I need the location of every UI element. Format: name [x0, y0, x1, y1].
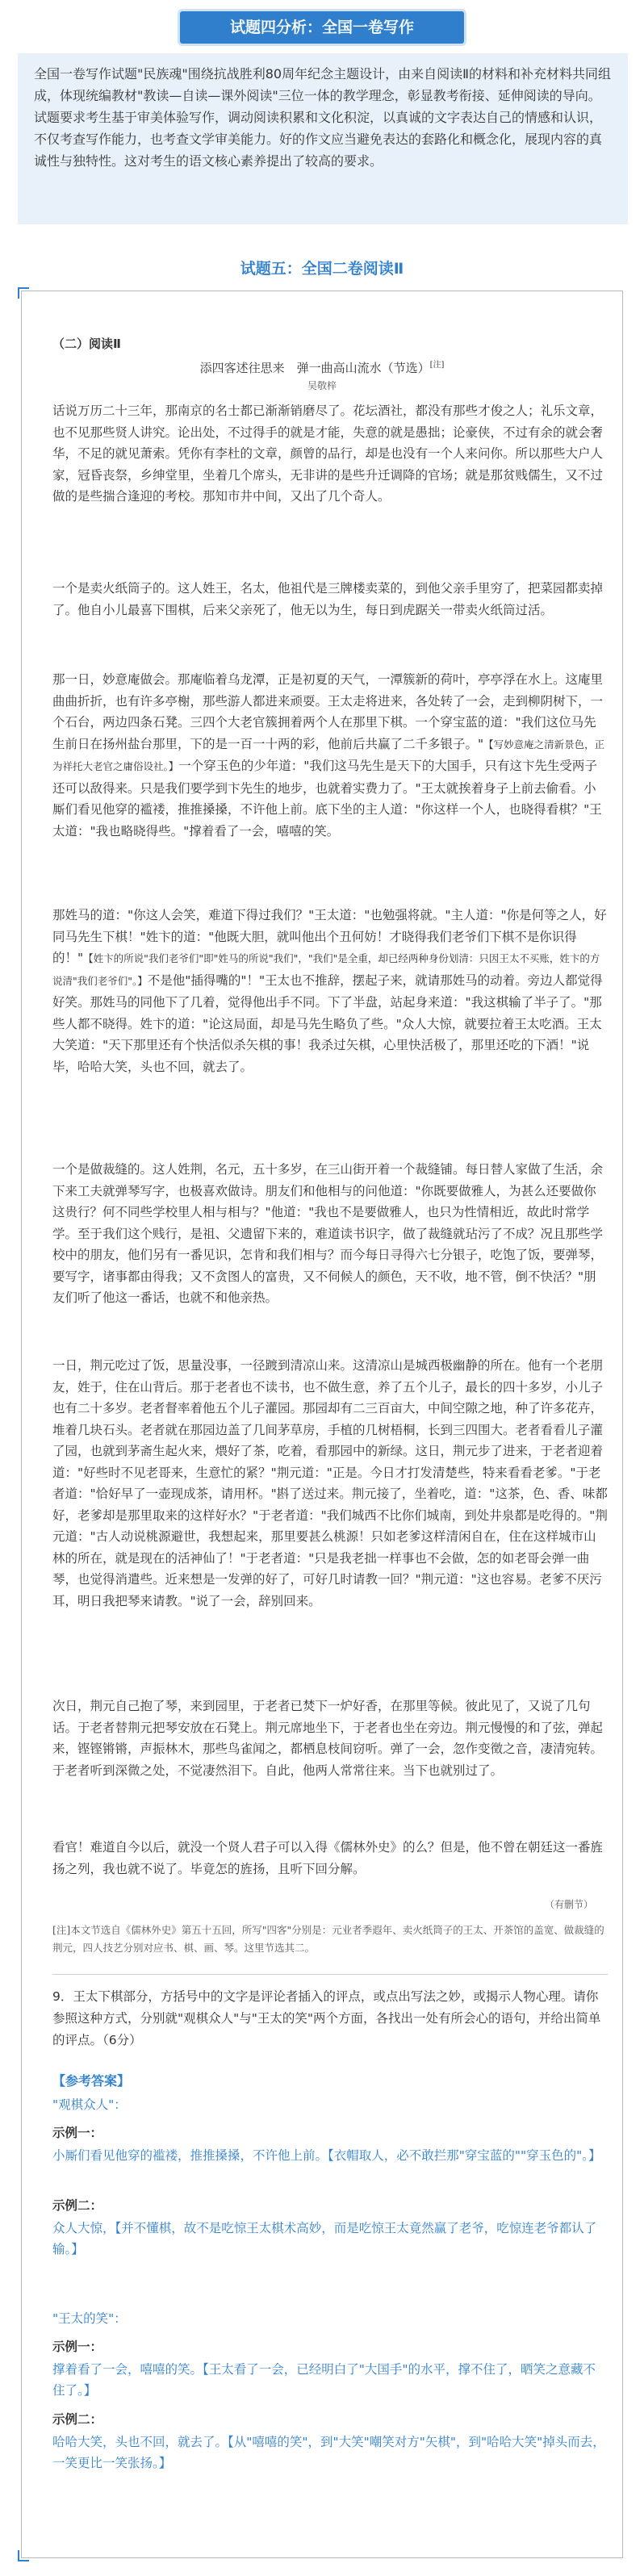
answer-title: 【参考答案】	[52, 2073, 131, 2089]
example-label: 示例二：	[52, 2412, 103, 2427]
passage-paragraph-3	[52, 669, 608, 842]
passage-paragraph-1: 话说万历二十三年，那南京的名士都已渐渐销磨尽了。花坛酒社，都没有那些才俊之人；礼乐文章，也不见那些贤人讲究。论出处，不过得手的就是才能，失意的就是愚拙；论豪侠，不过有余的就会奢华，不足的就见萧索。凭你有李杜的文章，颜曾的品行，却是也没有一个人来问你。所以那些大户人家，冠昏丧祭，乡绅堂里，坐着几个席头，无非讲的是些升迁调降的官场；就是那贫贱儒生，又不过做的是些揣合逢迎的考校。那知市井中间，又出了几个奇人。	[52, 404, 604, 504]
passage-paragraph-5: 一个是做裁缝的。这人姓荆，名元，五十多岁，在三山街开着一个裁缝铺。每日替人家做了生活，余下来工夫就弹琴写字，也极喜欢做诗。朋友们和他相与的问他道："你既要做雅人，为甚么还要做你这贵行？何不同些学校里人相与相与？"他道："我也不是要做雅人，也只为性情相近，故此时常学学。至于我们这个贱行，是祖、父遗留下来的，难道读书识字，做了裁缝就玷污了不成？况且那些学校中的朋友，他们另有一番见识，怎肯和我们相与？而今每日寻得六七分银子，吃饱了饭，要弹琴，要写字，诸事都由得我；又不贪图人的富贵，又不伺候人的颜色，天不收，地不管，倒不快活？"朋友们听了他这一番话，也就不和他亲热。	[52, 1162, 604, 1305]
passage-author: 吴敬梓	[307, 380, 337, 391]
example-label: 示例一：	[52, 2126, 103, 2140]
example-text: 众人大惊，【并不懂棋，故不是吃惊王太棋术高妙，而是吃惊王太竟然赢了老爷，吃惊连老爷都认了输。】	[52, 2221, 597, 2256]
reading-card	[21, 291, 623, 2558]
passage-paragraph-6: 一日，荆元吃过了饭，思量没事，一径踱到清凉山来。这清凉山是城西极幽静的所在。他有一个老朋友，姓于，住在山背后。那于老者也不读书，也不做生意，养了五个儿子，最长的四十多岁，小儿子也有二十多岁。老者督率着他五个儿子灌园。那园却有二三百亩大，中间空隙之地，种了许多花卉，堆着几块石头。老者就在那园边盖了几间茅草房，手植的几树梧桐，长到三四围大。老者看看儿子灌了园，也就到茅斋生起火来，煨好了茶，吃着，看那园中的新绿。这日，荆元步了进来，于老者迎着道："好些时不见老哥来，生意忙的紧？"荆元道："正是。今日才打发清楚些，特来看看老爹。"于老者道："恰好早了一壶现成茶，请用杯。"斟了送过来。荆元接了，坐着吃，道："这茶，色、香、味都好，老爹却是那里取来的这样好水？"于老者道："我们城西不比你们城南，到处井泉都是吃得的。"荆元道："古人动说桃源避世，我想起来，那里要甚么桃源！只如老爹这样清闲自在，住在这样城市山林的所在，就是现在的活神仙了！"于老者道："只是我老拙一样事也不会做，怎的如老哥会弹一曲琴，也觉得消遣些。近来想是一发弹的好了，可好几时请教一回？"荆元道："这也容易。老爹不厌污耳，明日我把琴来请教。"说了一会，辞别回来。	[52, 1358, 608, 1608]
example-label: 示例二：	[52, 2198, 103, 2213]
section-banner	[180, 11, 464, 44]
passage-paragraph-7: 次日，荆元自己抱了琴，来到园里，于老者已焚下一炉好香，在那里等候。彼此见了，又说了几句话。于老者替荆元把琴安放在石凳上。荆元席地坐下，于老者也坐在旁边。荆元慢慢的和了弦，弹起来，铿铿锵锵，声振林木，那些鸟雀闻之，都栖息枝间窃听。弹了一会，忽作变徵之音，凄清宛转。于老者听到深微之处，不觉凄然泪下。自此，他两人常常往来。当下也就别过了。	[52, 1699, 604, 1778]
example-label: 示例一：	[52, 2340, 103, 2354]
banner-title: 试题四分析：全国一卷写作	[229, 19, 414, 36]
divider	[52, 1974, 608, 1975]
source-note: （有删节）	[544, 1899, 593, 1910]
passage-title-text: 添四客述往思来 弹一曲高山流水（节选）	[199, 361, 430, 375]
paragraph-3-text-b: 一个穿玉色的少年道："我们这马先生是天下的大国手，只有这卞先生受两子还可以敌得来。只是我们要学到卞先生的地步，也就着实费力了。"王太就挨着身子上前去偷看。小厮们看见他穿的褴褛，推推搡搡，不许他上前。底下坐的主人道："你这样一个人，也晓得看棋？"王太道："我也略晓得些。"撑着看了一会，嘻嘻的笑。	[52, 759, 602, 838]
reading-heading: （二）阅读Ⅱ	[52, 337, 121, 351]
paragraph-4-text-a: 那姓马的道："你这人会笑，难道下得过我们？"王太道："也勉强将就。"主人道："你是何等之人，好同马先生下棋！"姓卞的道："他既大胆，就叫他出个丑何妨！才晓得我们老爷们下棋不是你识得的！"	[52, 908, 607, 965]
passage-paragraph-4	[52, 905, 608, 1077]
example-text: 哈哈大笑，头也不回，就去了。【从"嘻嘻的笑"，到"大笑"嘲笑对方"矢棋"，到"哈哈大笑"掉头而去，一笑更比一笑张扬。】	[52, 2435, 605, 2470]
title-note-mark: [注]	[429, 361, 445, 370]
example-text: 撑着看了一会，嘻嘻的笑。【王太看了一会，已经明白了"大国手"的水平，撑不住了，晒笑之意藏不住了。】	[52, 2362, 596, 2398]
answer-subtitle-wangtai-laugh: "王太的笑"：	[52, 2311, 127, 2326]
answer-subtitle-onlookers: "观棋众人"：	[52, 2097, 127, 2112]
commentary-note: 【写妙意庵之清新景色，正为祥托大老官之庸俗设社。】	[52, 738, 605, 772]
passage-paragraph-2: 一个是卖火纸筒子的。这人姓王，名太，他祖代是三牌楼卖菜的，到他父亲手里穷了，把菜园都卖掉了。他自小儿最喜下围棋，后来父亲死了，他无以为生，每日到虎踞关一带卖火纸筒过活。	[52, 581, 604, 617]
paragraph-3-text-a: 那一日，妙意庵做会。那庵临着乌龙潭，正是初夏的天气，一潭簇新的荷叶，亭亭浮在水上。这庵里曲曲折折，也有许多亭榭，那些游人都进来顽耍。王太走将进来，各处转了一会，走到柳阴树下，一个石台，两边四条石凳。三四个大老官簇拥着两个人在那里下棋。一个穿宝蓝的道："我们这位马先生前日在扬州盐台那里，下的是一百一十两的彩，他前后共赢了二千多银子。"	[52, 672, 604, 751]
analysis-text: 全国一卷写作试题"民族魂"围绕抗战胜利80周年纪念主题设计，由来自阅读Ⅱ的材料和补充材料共同组成，体现统编教材"教读—自读—课外阅读"三位一体的教学理念，彰显教考衔接、延伸阅读的导向。试题要求考生基于审美体验写作，调动阅读积累和文化积淀，以真诚的文字表达自己的情感和认识，不仅考查写作能力，也考查文学审美能力。好的作文应当避免表达的套路化和概念化，展现内容的真诚性与独特性。这对考生的语文核心素养提出了较高的要求。	[34, 66, 611, 169]
analysis-box	[18, 53, 628, 224]
passage-paragraph-8: 看官！难道自今以后，就没一个贤人君子可以入得《儒林外史》的么？但是，他不曾在朝廷这一番旌扬之列，我也就不说了。毕竟怎的旌扬，且听下回分解。	[52, 1840, 604, 1876]
question-9: 9．王太下棋部分，方括号中的文字是评论者插入的评点，或点出写法之妙，或揭示人物心理。请你参照这种方式，分别就"观棋众人"与"王太的笑"两个方面，各找出一处有所会心的语句，并给出简单的评点。（6分）	[52, 1989, 601, 2047]
paragraph-4-text-b: 不是他"插得嘴的"！"王太也不推辞，摆起子来，就请那姓马的动着。旁边人都觉得好笑。那姓马的同他下了几着，觉得他出手不同。下了半盘，站起身来道："我这棋输了半子了。"那些人都不晓得。姓卞的道："论这局面，却是马先生略负了些。"众人大惊，就要拉着王太吃酒。王太大笑道："天下那里还有个快活似杀矢棋的事！我杀过矢棋，心里快活极了，那里还吃的下酒！"说毕，哈哈大笑，头也不回，就去了。	[52, 972, 603, 1074]
section-title: 试题五：全国二卷阅读Ⅱ	[240, 260, 404, 278]
footnote: [注]本文节选自《儒林外史》第五十五回，所写"四客"分别是：元业者季遐年、卖火纸筒子的王太、开茶馆的盖宽、做裁缝的荆元，四人技艺分别对应书、棋、画、琴。这里节选其二。	[52, 1924, 604, 1954]
example-text: 小厮们看见他穿的褴褛，推推搡搡，不许他上前。【衣帽取人，必不敢拦那"穿宝蓝的""穿玉色的"。】	[52, 2148, 601, 2163]
passage-title	[22, 358, 622, 376]
commentary-note: 【姓卞的所说"我们老爷们"即"姓马的所说"我们"，"我们"是全重，却已经两种身份划清：只因王太不买账，姓卞的方说清"我们老爷们"。】	[52, 952, 600, 987]
